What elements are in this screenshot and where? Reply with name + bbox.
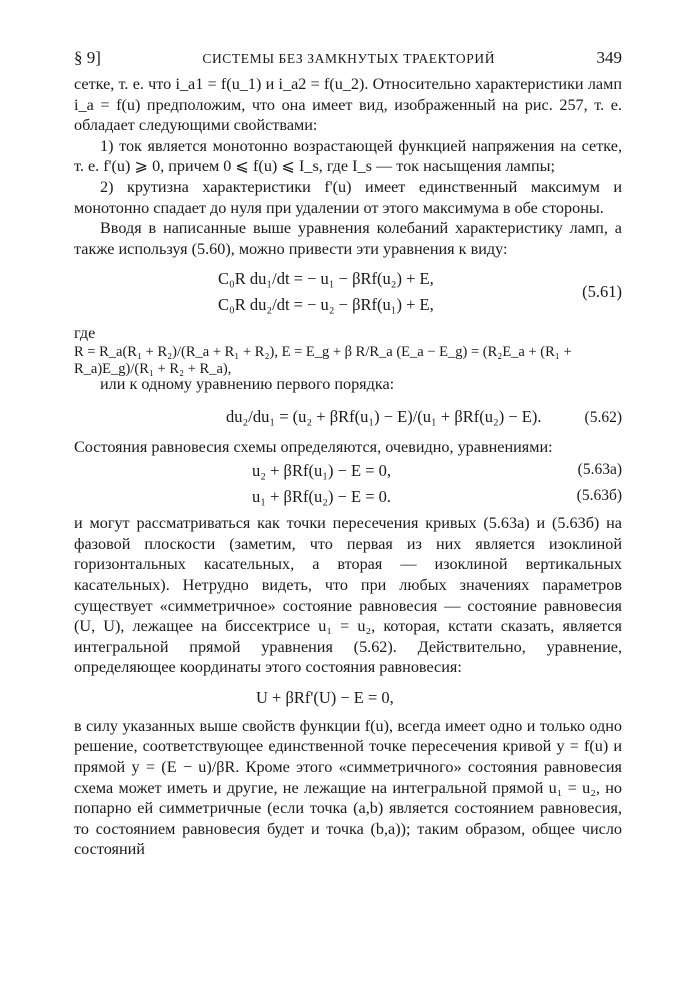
section-marker: § 9] <box>74 48 101 67</box>
equation-5-63a-expr: u₂ + βRf(u₁) − E = 0, <box>252 461 392 481</box>
equation-5-61-line2: C₀R du₂/dt = − u₂ − βRf(u₁) + E, <box>218 295 434 315</box>
paragraph-1: сетке, т. е. что i_a1 = f(u_1) и i_a2 = f(u_2). Относительно характеристики ламп i_a = f(u) предположим, что она имеет вид, изображенный на рис. 257, т. е. обладает следующими свойствами: <box>74 75 622 135</box>
equation-5-62-expr: du₂/du₁ = (u₂ + βRf(u₁) − E)/(u₁ + βRf(u₂) − E). <box>226 406 542 426</box>
paragraph-6: в силу указанных выше свойств функции f(u), всегда имеет одно и только одно решение, соответствующее единственной точке пересечения кривой y = f(u) и прямой y = (E − u)/βR. Кроме этого «симметричного» состояния равновесия схема может иметь и другие, не лежащие на интегральной прямой u₁ = u₂, но попарно ей симметричные (если точка (a,b) является состоянием равновесия, то состоянием равновесия будет и точка (b,a)); таким образом, общее число состояний <box>74 716 622 859</box>
equation-U-expr: U + βRf'(U) − E = 0, <box>256 687 394 707</box>
equation-U <box>74 678 622 716</box>
running-header <box>74 48 622 74</box>
book-page <box>74 48 622 860</box>
equation-5-63a <box>74 457 622 485</box>
equation-5-61 <box>74 265 622 323</box>
equation-R-E <box>74 343 622 377</box>
equation-5-63a-number: (5.63a) <box>577 461 622 479</box>
paragraph-3: или к одному уравнению первого порядка: <box>100 374 395 393</box>
property-item-1: 1) ток является монотонно возрастающей функцией напряжения на сетке, т. е. f'(u) ⩾ 0, причем 0 ⩽ f(u) ⩽ I_s, где I_s — ток насыщения лампы; <box>74 136 622 176</box>
equation-5-61-number: (5.61) <box>582 282 622 302</box>
paragraph-4: Состояния равновесия схемы определяются, очевидно, уравнениями: <box>74 437 553 456</box>
equation-5-62-number: (5.62) <box>584 408 622 426</box>
paragraph-2: Вводя в написанные выше уравнения колебаний характеристику ламп, а также используя (5.60), можно привести эти уравнения к виду: <box>74 219 622 258</box>
equation-5-63b-number: (5.63б) <box>576 487 622 505</box>
equation-5-62 <box>74 401 622 437</box>
equation-R-E-expr: R = R_a(R₁ + R₂)/(R_a + R₁ + R₂), E = E_g + β R/R_a (E_a − E_g) = (R₂E_a + (R₁ + R_a)E_g)/(R₁ + R₂ + R_a), <box>74 343 572 377</box>
property-item-2: 2) крутизна характеристики f'(u) имеет единственный максимум и монотонно спадает до нуля при удалении от этого максимума в обе стороны. <box>74 177 622 217</box>
running-title: СИСТЕМЫ БЕЗ ЗАМКНУТЫХ ТРАЕКТОРИЙ <box>202 51 496 66</box>
equation-5-61-line1: C₀R du₁/dt = − u₁ − βRf(u₂) + E, <box>218 269 434 289</box>
paragraph-5: и могут рассматриваться как точки пересечения кривых (5.63а) и (5.63б) на фазовой плоскости (заметим, что первая из них является изоклиной горизонтальных касательных, а вторая — изоклиной вертикальных касательных). Нетрудно видеть, что при любых значениях параметров существует «симметричное» состояние равновесия — состояние равновесия (U, U), лежащее на биссектрисе u₁ = u₂, которая, кстати сказать, является интегральной прямой уравнения (5.62). Действительно, уравнение, определяющее координаты этого состояния равновесия: <box>74 514 622 677</box>
page-number: 349 <box>596 48 622 67</box>
equation-5-63b-expr: u₁ + βRf(u₂) − E = 0. <box>252 487 392 507</box>
where-word: где <box>74 324 96 343</box>
equation-5-63b <box>74 485 622 513</box>
